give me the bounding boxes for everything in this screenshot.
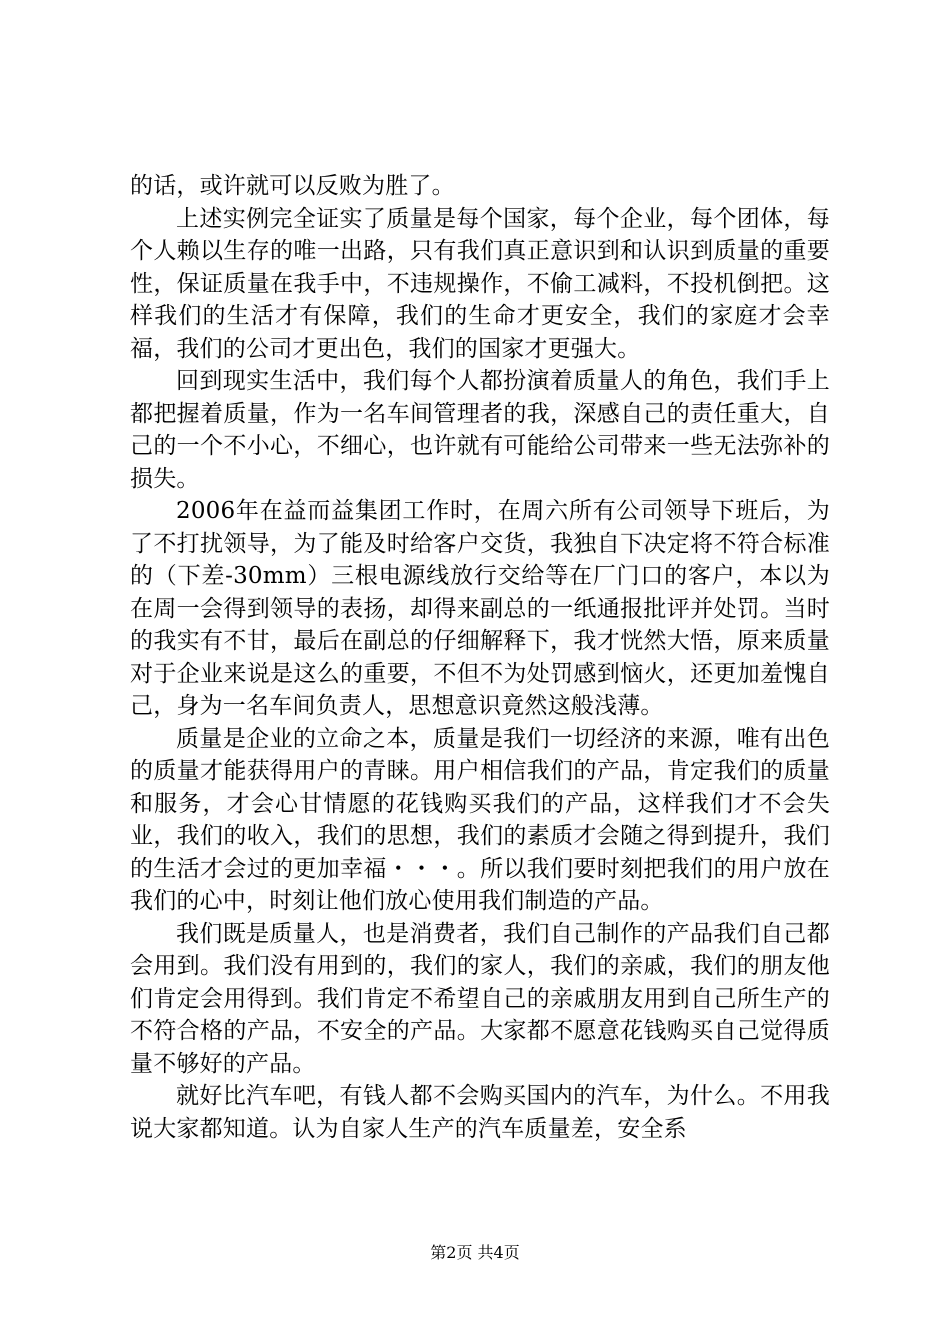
paragraph: 回到现实生活中，我们每个人都扮演着质量人的角色，我们手上都把握着质量，作为一名车间管理者的我，深感自己的责任重大，自己的一个不小心，不细心，也许就有可能给公司带来一些无法弥补的损失。 [130,368,830,492]
paragraph: 上述实例完全证实了质量是每个国家，每个企业，每个团体，每个人赖以生存的唯一出路，只有我们真正意识到和认识到质量的重要性，保证质量在我手中，不违规操作，不偷工减料，不投机倒把。这样我们的生活才有保障，我们的生命才更安全，我们的家庭才会幸福，我们的公司才更出色，我们的国家才更强大。 [130,205,830,362]
paragraph: 质量是企业的立命之本，质量是我们一切经济的来源，唯有出色的质量才能获得用户的青睐。用户相信我们的产品，肯定我们的质量和服务，才会心甘情愿的花钱购买我们的产品，这样我们才不会失业，我们的收入，我们的思想，我们的素质才会随之得到提升，我们的生活才会过的更加幸福・・・。所以我们要时刻把我们的用户放在我们的心中，时刻让他们放心使用我们制造的产品。 [130,725,830,914]
paragraph: 就好比汽车吧，有钱人都不会购买国内的汽车，为什么。不用我说大家都知道。认为自家人生产的汽车质量差，安全系 [130,1083,830,1142]
document-body [130,170,830,1145]
paragraph-continued: 的话，或许就可以反败为胜了。 [130,173,455,199]
paragraph: 我们既是质量人，也是消费者，我们自己制作的产品我们自己都会用到。我们没有用到的，我们的家人，我们的亲戚，我们的朋友他们肯定会用得到。我们肯定不希望自己的亲戚朋友用到自己所生产的不符合格的产品，不安全的产品。大家都不愿意花钱购买自己觉得质量不够好的产品。 [130,920,830,1077]
paragraph: 2006年在益而益集团工作时，在周六所有公司领导下班后，为了不打扰领导，为了能及时给客户交货，我独自下决定将不符合标准的（下差-30mm）三根电源线放行交给等在厂门口的客户，本以为在周一会得到领导的表扬，却得来副总的一纸通报批评并处罚。当时的我实有不甘，最后在副总的仔细解释下，我才恍然大悟，原来质量对于企业来说是这么的重要，不但不为处罚感到恼火，还更加羞愧自己，身为一名车间负责人，思想意识竟然这般浅薄。 [130,498,830,719]
page-number-footer: 第2页 共4页 [430,1243,520,1262]
